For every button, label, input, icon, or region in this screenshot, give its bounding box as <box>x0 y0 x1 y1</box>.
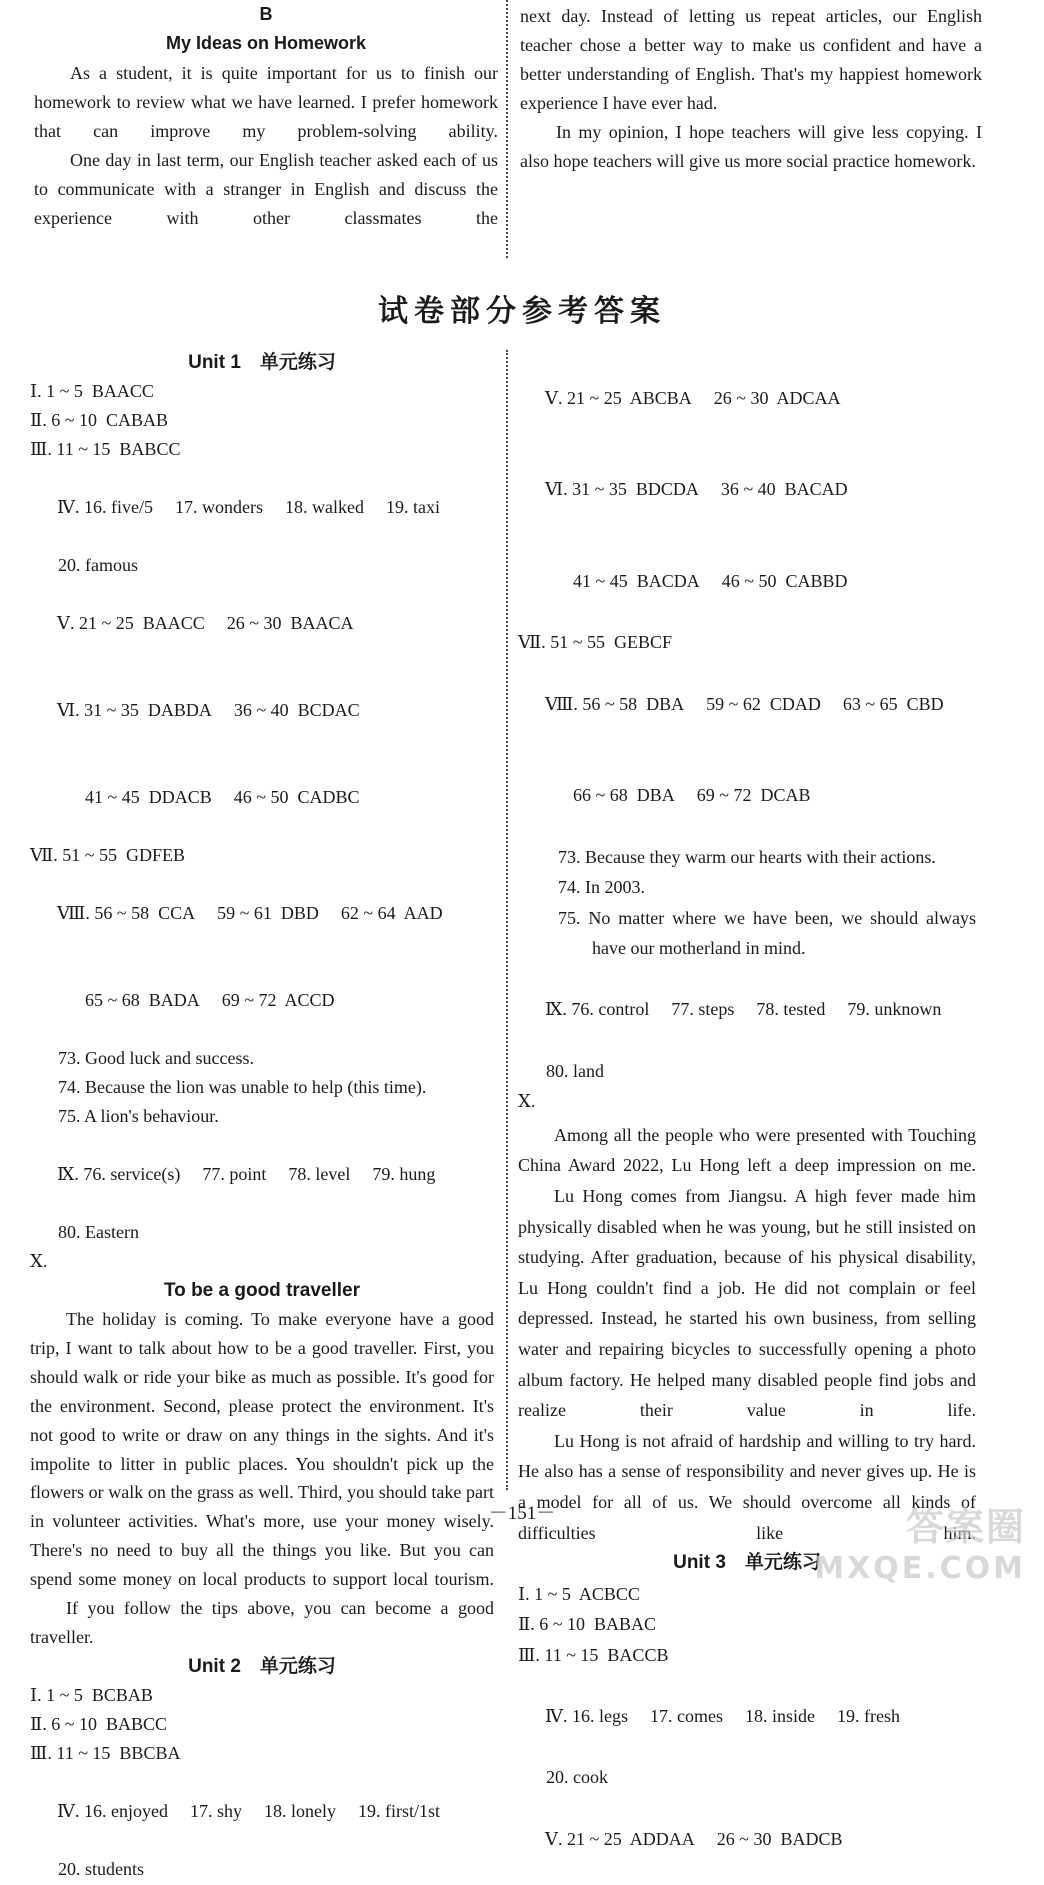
answer-item: Ⅵ. 31 ~ 35 BDCDA <box>545 479 699 500</box>
answer-line: Ⅱ. 6 ~ 10 CABAB <box>30 410 168 430</box>
answer-line: Ⅰ. 1 ~ 5 BAACC <box>30 381 154 401</box>
answer-line <box>30 957 494 1044</box>
answer-item: 36 ~ 40 BACAD <box>720 479 848 500</box>
answer-line <box>518 1671 976 1763</box>
answer-item: 19. taxi <box>385 497 440 517</box>
answer-line: Ⅶ. 51 ~ 55 GDFEB <box>30 845 185 865</box>
right-column <box>518 352 976 1885</box>
answer-line <box>30 464 494 551</box>
answer-item: 26 ~ 30 BAACA <box>226 613 354 633</box>
unit-1-heading: Unit 1 单元练习 <box>188 352 336 373</box>
paragraph: In my opinion, I hope teachers will give less copying. I also hope teachers will give us more social practice homework. <box>520 122 982 171</box>
answer-line: Ⅹ. <box>518 1091 536 1112</box>
answer-line: 80. land <box>546 1060 604 1081</box>
answer-line: Ⅶ. 51 ~ 55 GEBCF <box>518 632 672 653</box>
answer-item: Ⅸ. 76. control <box>545 999 650 1020</box>
paragraph: next day. Instead of letting us repeat articles, our English teacher chose a better way to make us confident and have a better understanding of English. That's my happiest homework experience I have ever had. <box>520 6 982 113</box>
answer-line: Ⅱ. 6 ~ 10 BABAC <box>518 1614 656 1635</box>
answer-line: 75. A lion's behaviour. <box>58 1106 219 1126</box>
paragraph: Among all the people who were presented with Touching China Award 2022, Lu Hong left a deep impression on me. <box>518 1124 976 1176</box>
answer-item: Ⅴ. 21 ~ 25 ABCBA <box>545 387 692 408</box>
answer-line <box>518 536 976 628</box>
answer-item: 18. inside <box>744 1706 815 1727</box>
page-number: －151－ <box>488 1503 556 1524</box>
answer-item: 79. hung <box>372 1164 436 1184</box>
answer-line: 74. Because the lion was unable to help (this time). <box>58 1077 427 1097</box>
answer-line: 80. Eastern <box>58 1222 139 1242</box>
answer-item: 63 ~ 65 CBD <box>842 693 944 714</box>
answer-line <box>518 750 976 842</box>
paragraph: One day in last term, our English teacher asked each of us to communicate with a stranger in English and discuss the experience with other classmates the <box>34 150 498 228</box>
top-left-column <box>34 0 498 233</box>
answer-item: 26 ~ 30 ADCAA <box>713 387 841 408</box>
watermark-logo-text: 答案圈 <box>905 1505 1026 1549</box>
column-divider-main <box>506 350 508 1490</box>
answer-item: 41 ~ 45 DDACB <box>85 787 212 807</box>
answer-item: 18. walked <box>284 497 364 517</box>
answer-line: Ⅰ. 1 ~ 5 ACBCC <box>518 1583 640 1604</box>
answer-line <box>30 1768 494 1855</box>
answer-item: 78. level <box>288 1164 351 1184</box>
answer-item: 41 ~ 45 BACDA <box>573 571 700 592</box>
answer-line <box>518 352 976 444</box>
lu-hong-essay <box>518 1120 976 1548</box>
answer-item: 46 ~ 50 CADBC <box>233 787 360 807</box>
answer-item: 78. tested <box>756 999 826 1020</box>
section-title: 试卷部分参考答案 <box>378 294 666 329</box>
answer-item: Ⅳ. 16. five/5 <box>57 497 153 517</box>
answer-item: 69 ~ 72 ACCD <box>221 990 335 1010</box>
answer-item: 62 ~ 64 AAD <box>340 903 443 923</box>
answer-item: Ⅵ. 31 ~ 35 DABDA <box>57 700 212 720</box>
answer-item: 79. unknown <box>847 999 942 1020</box>
answer-line: 20. students <box>58 1859 145 1880</box>
essay-title-homework: My Ideas on Homework <box>165 33 367 53</box>
traveller-essay <box>30 1305 494 1652</box>
answer-item: Ⅸ. 76. service(s) <box>57 1164 181 1184</box>
answer-item: 66 ~ 68 DBA <box>573 785 675 806</box>
paragraph: As a student, it is quite important for us to finish our homework to review what we have learned. I prefer homework that can improve my problem-solving ability. <box>34 63 498 141</box>
answer-item: Ⅷ. 56 ~ 58 DBA <box>545 693 685 714</box>
answer-item: 77. point <box>202 1164 267 1184</box>
watermark <box>814 1496 1026 1586</box>
column-divider-top <box>506 0 508 258</box>
answer-line: 20. famous <box>58 555 138 575</box>
answer-line: 73. Good luck and success. <box>58 1048 254 1068</box>
top-right-column <box>520 2 982 176</box>
answer-line: Ⅲ. 11 ~ 15 BABCC <box>30 439 181 459</box>
section-letter: B <box>259 4 273 24</box>
answer-line <box>30 667 494 754</box>
answer-item: Ⅳ. 16. enjoyed <box>57 1801 168 1822</box>
left-column <box>30 348 494 1884</box>
answer-item: 59 ~ 61 DBD <box>217 903 319 923</box>
answer-item: 19. first/1st <box>357 1801 440 1822</box>
paragraph: If you follow the tips above, you can become a good traveller. <box>30 1598 494 1648</box>
answer-item: Ⅴ. 21 ~ 25 ADDAA <box>545 1828 695 1849</box>
answer-line: 20. cook <box>546 1767 608 1788</box>
unit-3-heading: Unit 3 单元练习 <box>673 1552 821 1574</box>
answer-line: 74. In 2003. <box>558 877 645 898</box>
answer-line: Ⅹ. <box>30 1251 48 1271</box>
answer-line: Ⅲ. 11 ~ 15 BACCB <box>518 1644 669 1665</box>
watermark-url: MXQE.COM <box>814 1551 1026 1586</box>
answer-item: Ⅳ. 16. legs <box>545 1706 628 1727</box>
answer-line: Ⅲ. 11 ~ 15 BBCBA <box>30 1743 181 1764</box>
essay-title-traveller: To be a good traveller <box>163 1280 361 1301</box>
answer-line <box>518 658 976 750</box>
paragraph: Lu Hong comes from Jiangsu. A high fever made him physically disabled when he was young, but he still insisted on studying. After graduation, because of his physical disability, Lu Hong couldn't find a job. He did not complain or feel depressed. Instead, he started his own business, from selling water and repairing bicycles to successfully opening a photo album factory. He helped many disabled people find jobs and realize their value in life. <box>518 1186 976 1421</box>
paragraph: Lu Hong is not afraid of hardship and willing to try hard. He also has a sense of responsibility and never gives up. He is a model for all of us. We should overcome all kinds of difficulties like him. <box>518 1430 976 1543</box>
answer-item: Ⅷ. 56 ~ 58 CCA <box>57 903 196 923</box>
unit-2-heading: Unit 2 单元练习 <box>188 1656 336 1678</box>
answer-item: 18. lonely <box>263 1801 336 1822</box>
answer-line <box>518 1793 976 1885</box>
answer-item: 65 ~ 68 BADA <box>85 990 200 1010</box>
answer-item: 19. fresh <box>836 1706 900 1727</box>
answer-line <box>518 964 976 1056</box>
answer-line <box>30 754 494 841</box>
answer-item: Ⅴ. 21 ~ 25 BAACC <box>57 613 205 633</box>
paragraph: The holiday is coming. To make everyone have a good trip, I want to talk about how to be a good traveller. First, you should walk or ride your bike as much as possible. It's good for the environment. Second, please protect the environment. It's not good to write or draw on any things in the sights. And it's impolite to litter in public places. You shouldn't pick up the flowers or walk on the grass as well. Third, you should take part in volunteer activities. What's more, use your money wisely. There's no need to buy all the things you like. But you can spend some money on local products to support local tourism. <box>30 1309 494 1590</box>
answer-line: 73. Because they warm our hearts with their actions. <box>558 846 936 867</box>
answer-item: 69 ~ 72 DCAB <box>696 785 811 806</box>
answer-item: 77. steps <box>671 999 735 1020</box>
answer-item: 59 ~ 62 CDAD <box>706 693 821 714</box>
answer-line <box>30 1131 494 1218</box>
answer-line <box>518 444 976 536</box>
answer-line: Ⅰ. 1 ~ 5 BCBAB <box>30 1685 153 1706</box>
answer-item: 46 ~ 50 CABBD <box>721 571 848 592</box>
answer-item: 17. wonders <box>174 497 263 517</box>
answer-line <box>30 870 494 957</box>
answer-line: 75. No matter where we have been, we should always have our motherland in mind. <box>558 907 976 959</box>
answer-line: Ⅱ. 6 ~ 10 BABCC <box>30 1714 167 1735</box>
answer-item: 17. comes <box>649 1706 723 1727</box>
answer-line <box>30 580 494 667</box>
answer-item: 36 ~ 40 BCDAC <box>233 700 360 720</box>
answer-item: 26 ~ 30 BADCB <box>716 1828 843 1849</box>
answer-item: 17. shy <box>189 1801 242 1822</box>
